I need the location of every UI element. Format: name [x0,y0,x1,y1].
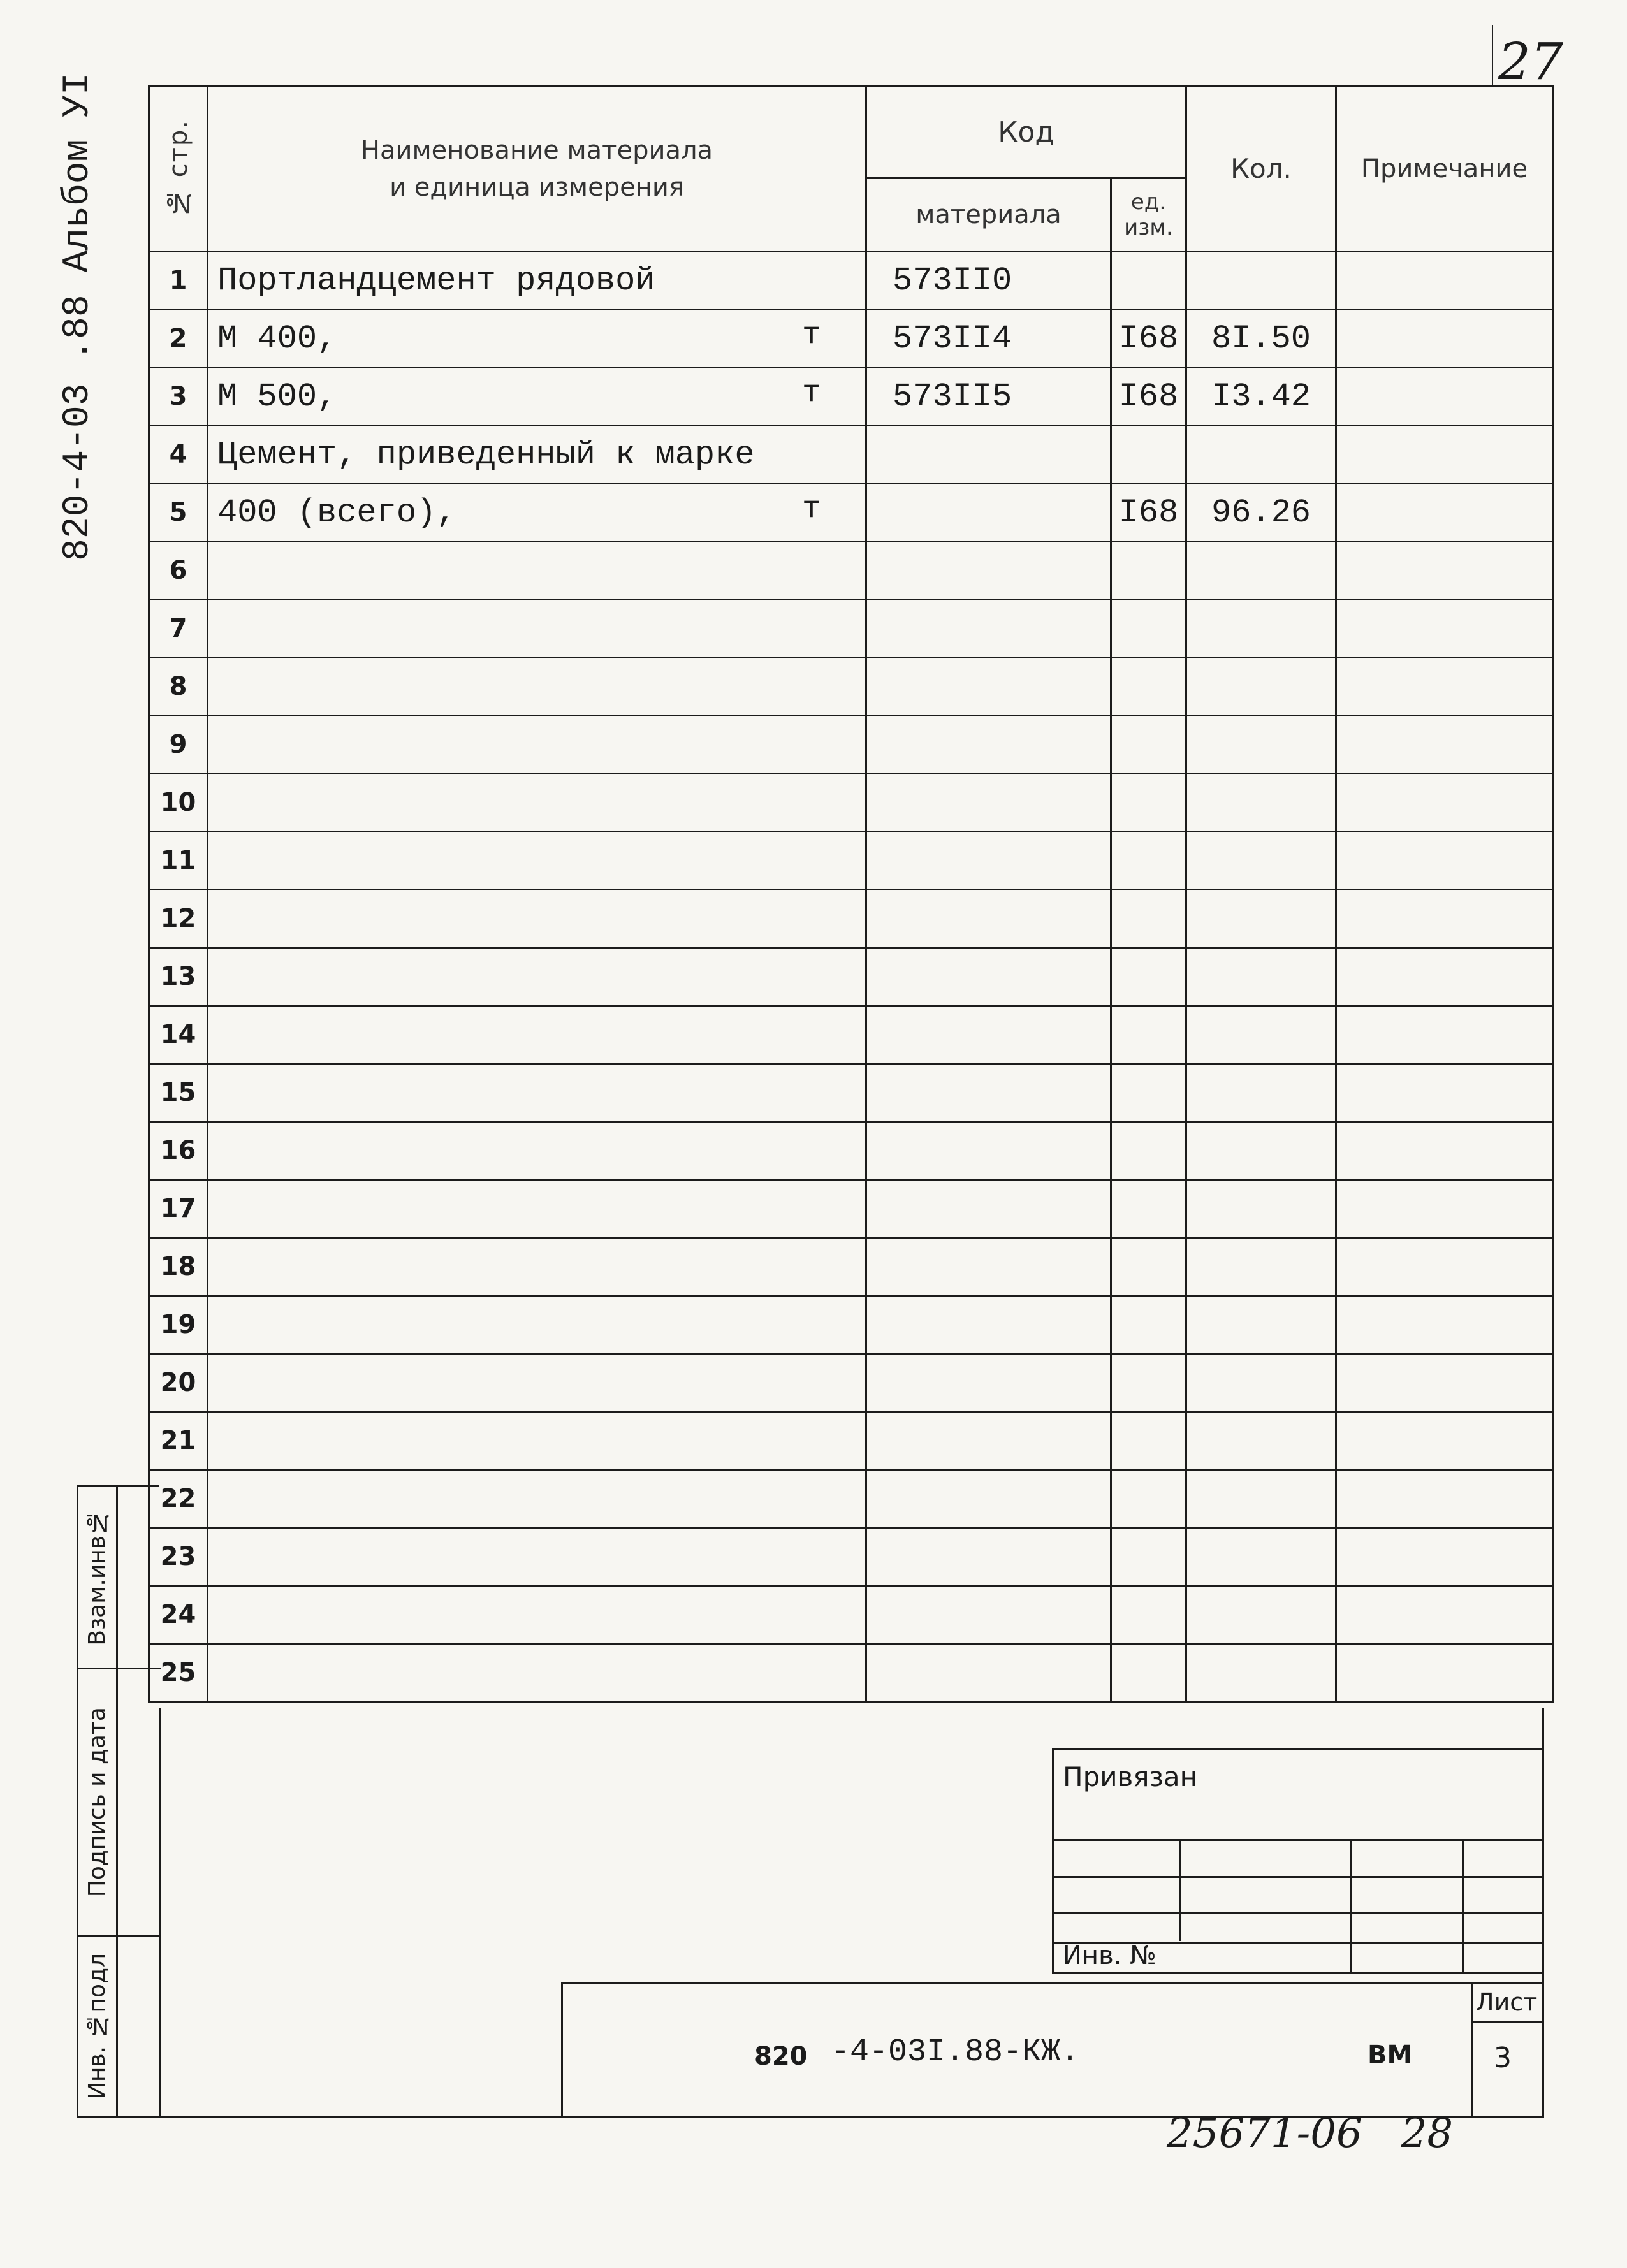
table-row [149,426,1553,484]
header-note: Примечание [1336,86,1553,252]
row-number-cell: 4 [149,426,208,484]
row-number-cell: 25 [149,1644,208,1702]
quantity-cell [1186,832,1336,890]
quantity-cell [1186,1586,1336,1644]
quantity-cell [1186,716,1336,774]
quantity-cell: 96.26 [1186,484,1336,542]
row-number-cell: 3 [149,368,208,426]
material-name-cell [208,1064,866,1122]
unit-code-cell [1111,716,1186,774]
note-cell [1336,1412,1553,1470]
unit-marker: т [802,318,821,353]
table-row [149,1296,1553,1354]
unit-code-cell [1111,600,1186,658]
material-name-cell: 400 (всего), т [208,484,866,542]
inv-no-label: Инв. № [1063,1941,1156,1970]
material-name-cell [208,1238,866,1296]
quantity-cell [1186,774,1336,832]
quantity-cell [1186,1470,1336,1528]
row-number-cell: 2 [149,310,208,368]
margin-cell-inv-podl [78,1937,161,2116]
note-cell [1336,1354,1553,1412]
table-row [149,774,1553,832]
material-code-cell [866,1180,1111,1238]
privyazan-line-2 [1054,1876,1542,1878]
quantity-cell [1186,600,1336,658]
material-name-cell [208,1354,866,1412]
material-name-cell [208,948,866,1006]
sheet-label: Лист [1476,1988,1538,2016]
table-row [149,484,1553,542]
row-number-cell: 24 [149,1586,208,1644]
note-cell [1336,542,1553,600]
privyazan-vline-2 [1350,1839,1352,1973]
table-row [149,600,1553,658]
unit-code-cell: I68 [1111,484,1186,542]
row-number-cell: 22 [149,1470,208,1528]
table-row [149,1180,1553,1238]
note-cell [1336,716,1553,774]
note-cell [1336,1180,1553,1238]
table-row [149,948,1553,1006]
row-number-cell: 20 [149,1354,208,1412]
material-name-cell [208,890,866,948]
row-number-cell: 12 [149,890,208,948]
material-code-cell [866,426,1111,484]
note-cell [1336,1470,1553,1528]
material-code-cell: 573II0 [866,252,1111,310]
unit-code-cell [1111,1296,1186,1354]
row-number-cell: 14 [149,1006,208,1064]
note-cell [1336,1586,1553,1644]
margin-label-inv-podl [78,1937,118,2116]
unit-code-cell [1111,542,1186,600]
header-qty: Кол. [1186,86,1336,252]
material-code-cell [866,1064,1111,1122]
note-cell [1336,1296,1553,1354]
material-name-cell [208,774,866,832]
material-code-cell [866,890,1111,948]
material-name-cell [208,832,866,890]
row-number-cell: 21 [149,1412,208,1470]
material-code-cell [866,1528,1111,1586]
material-code-cell [866,542,1111,600]
header-name: Наименование материала и единица измерения [208,86,866,252]
quantity-cell [1186,252,1336,310]
unit-code-cell [1111,1470,1186,1528]
note-cell [1336,252,1553,310]
quantity-cell [1186,1644,1336,1702]
table-row [149,1354,1553,1412]
unit-code-cell [1111,890,1186,948]
table-row [149,1470,1553,1528]
material-code-cell [866,716,1111,774]
row-number-cell: 18 [149,1238,208,1296]
unit-code-cell [1111,1586,1186,1644]
table-row [149,252,1553,310]
note-cell [1336,1644,1553,1702]
note-cell [1336,1122,1553,1180]
quantity-cell [1186,948,1336,1006]
margin-label-vzam [78,1487,118,1668]
material-name-cell [208,1180,866,1238]
material-code-cell [866,484,1111,542]
quantity-cell [1186,542,1336,600]
material-name-cell [208,542,866,600]
quantity-cell [1186,426,1336,484]
row-number-cell: 6 [149,542,208,600]
material-name-cell [208,1412,866,1470]
row-number-cell: 11 [149,832,208,890]
unit-code-cell [1111,1122,1186,1180]
note-cell [1336,832,1553,890]
row-number-cell: 23 [149,1528,208,1586]
header-code-unit: ед. изм. [1111,178,1186,252]
material-code-cell [866,600,1111,658]
table-row [149,1006,1553,1064]
row-number-cell: 13 [149,948,208,1006]
table-row [149,832,1553,890]
material-name-cell [208,1006,866,1064]
row-number-cell: 19 [149,1296,208,1354]
doc-prefix: 820 [754,2042,808,2071]
material-name-cell [208,658,866,716]
material-name-cell [208,600,866,658]
note-cell [1336,1528,1553,1586]
note-cell [1336,658,1553,716]
note-cell [1336,1238,1553,1296]
sheet-label-line [1471,2021,1542,2023]
material-code-cell [866,1122,1111,1180]
page-number-divider [1492,25,1493,86]
row-number-cell: 8 [149,658,208,716]
row-number-cell: 15 [149,1064,208,1122]
handwritten-archive-number: 25671-06 28 [1167,2110,1454,2157]
quantity-cell [1186,1180,1336,1238]
quantity-cell [1186,1006,1336,1064]
row-number-cell: 10 [149,774,208,832]
quantity-cell [1186,1296,1336,1354]
margin-label-podpis-text: Подпись и дата [84,1707,110,1898]
table-row [149,1412,1553,1470]
header-row-no [149,86,208,252]
quantity-cell: I3.42 [1186,368,1336,426]
material-code-cell [866,1644,1111,1702]
material-name-cell [208,1586,866,1644]
material-name-cell: Портландцемент рядовой [208,252,866,310]
table-row [149,1644,1553,1702]
material-code-cell: 573II4 [866,310,1111,368]
header-code: Код [866,86,1186,178]
unit-code-cell [1111,1412,1186,1470]
doc-code: -4-03I.88-КЖ. [831,2034,1080,2070]
material-name-cell [208,1644,866,1702]
table-row [149,1122,1553,1180]
table-row [149,716,1553,774]
unit-code-cell [1111,1180,1186,1238]
unit-marker: т [802,376,821,411]
margin-label-inv-podl-text: Инв. №подл [84,1953,110,2100]
doc-type: ВМ [1368,2040,1413,2070]
row-number-cell: 7 [149,600,208,658]
material-name-cell [208,1528,866,1586]
table-row [149,368,1553,426]
materials-table [148,85,1554,1703]
material-code-cell [866,1354,1111,1412]
note-cell [1336,426,1553,484]
material-name-cell: Цемент, приведенный к марке [208,426,866,484]
material-code-cell [866,774,1111,832]
note-cell [1336,948,1553,1006]
margin-approval-block [77,1485,159,2118]
quantity-cell [1186,1412,1336,1470]
page-number: 27 [1498,32,1563,91]
header-code-material: материала [866,178,1111,252]
row-number-cell: 9 [149,716,208,774]
unit-code-cell [1111,774,1186,832]
margin-cell-podpis [78,1669,161,1937]
unit-code-cell [1111,1644,1186,1702]
unit-code-cell [1111,426,1186,484]
row-number-cell: 1 [149,252,208,310]
privyazan-line-3 [1054,1912,1542,1914]
note-cell [1336,1064,1553,1122]
material-code-cell [866,1412,1111,1470]
note-cell [1336,310,1553,368]
material-name-cell [208,1122,866,1180]
quantity-cell [1186,1122,1336,1180]
unit-code-cell [1111,1006,1186,1064]
row-number-cell: 16 [149,1122,208,1180]
unit-code-cell [1111,252,1186,310]
table-row [149,1238,1553,1296]
material-code-cell [866,948,1111,1006]
album-side-label-text: 820-4-03 .88 Альбом УI [57,73,99,561]
title-block [561,1982,1544,2118]
unit-marker: т [802,492,821,527]
unit-code-cell [1111,658,1186,716]
privyazan-vline-1 [1179,1839,1181,1941]
privyazan-label: Привязан [1063,1761,1198,1792]
table-row [149,1586,1553,1644]
unit-code-cell [1111,1354,1186,1412]
unit-code-cell: I68 [1111,368,1186,426]
row-number-cell: 17 [149,1180,208,1238]
material-code-cell [866,1586,1111,1644]
header-row-no-text: № стр. [163,119,193,218]
quantity-cell [1186,1238,1336,1296]
material-code-cell [866,1470,1111,1528]
material-code-cell [866,1238,1111,1296]
quantity-cell: 8I.50 [1186,310,1336,368]
material-name-cell: М 500, т [208,368,866,426]
privyazan-vline-3 [1462,1839,1464,1973]
materials-table-body [149,252,1553,1702]
material-code-cell [866,658,1111,716]
table-row [149,658,1553,716]
material-code-cell [866,1006,1111,1064]
note-cell [1336,774,1553,832]
material-name-cell: М 400, т [208,310,866,368]
quantity-cell [1186,1354,1336,1412]
row-number-cell: 5 [149,484,208,542]
unit-code-cell [1111,832,1186,890]
quantity-cell [1186,1064,1336,1122]
material-name-cell [208,716,866,774]
material-code-cell [866,1296,1111,1354]
table-row [149,890,1553,948]
unit-code-cell [1111,1238,1186,1296]
sheet-number: 3 [1494,2042,1512,2074]
margin-label-vzam-text: Взам.инв№ [84,1509,110,1646]
quantity-cell [1186,890,1336,948]
note-cell [1336,890,1553,948]
privyazan-box [1052,1748,1544,1974]
note-cell [1336,600,1553,658]
note-cell [1336,368,1553,426]
margin-label-podpis [78,1669,118,1935]
margin-cell-vzam [78,1487,161,1669]
unit-code-cell [1111,1064,1186,1122]
quantity-cell [1186,1528,1336,1586]
table-row [149,310,1553,368]
privyazan-line-1 [1054,1839,1542,1841]
table-row [149,1064,1553,1122]
material-name-cell [208,1296,866,1354]
material-code-cell: 573II5 [866,368,1111,426]
table-row [149,542,1553,600]
unit-code-cell [1111,1528,1186,1586]
material-code-cell [866,832,1111,890]
album-side-label [57,73,99,562]
unit-code-cell: I68 [1111,310,1186,368]
note-cell [1336,1006,1553,1064]
material-name-cell [208,1470,866,1528]
table-row [149,1528,1553,1586]
note-cell [1336,484,1553,542]
quantity-cell [1186,658,1336,716]
unit-code-cell [1111,948,1186,1006]
title-block-divider [1471,1984,1473,2116]
